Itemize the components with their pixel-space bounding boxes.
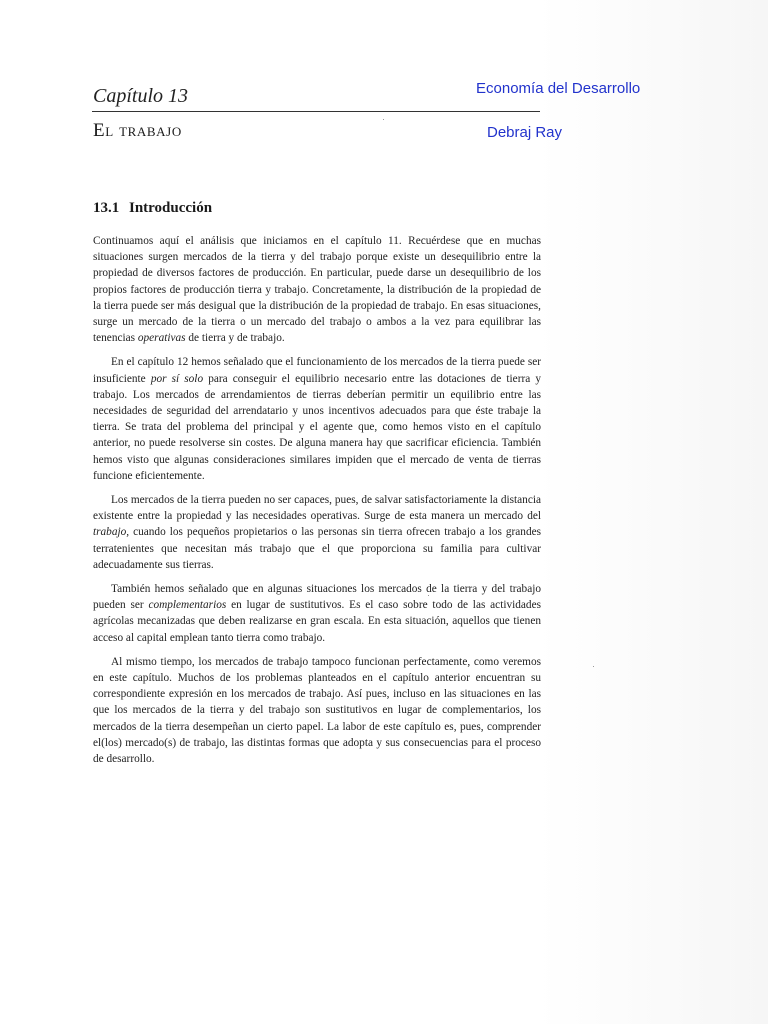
section-title: Introducción — [129, 200, 213, 216]
paragraph-emphasis: operativas — [137, 332, 186, 345]
paragraph-text: Los mercados de la tierra pueden no ser capaces, pues, de salvar satisfactoriamente la distancia existente entre la propiedad y las necesidades operativas. Surge de esta manera un mercado del — [93, 494, 541, 523]
section-heading — [93, 198, 212, 218]
chapter-title: El trabajo — [93, 120, 182, 141]
paragraph-emphasis: por sí solo — [150, 372, 204, 385]
paragraph-text: Al mismo tiempo, los mercados de trabajo tampoco funcionan perfectamente, como veremos en este capítulo. Muchos de los problemas planteados en el capítulo anterior encuentran su correspondiente expresión en los mercados de trabajo. Así pues, incluso en las situaciones en las que los mercados de la tierra y del trabajo son sustitutivos en lugar de complementarios, los mercados de la tierra desempeñan un cierto papel. La labor de este capítulo es, pues, comprender el(los) mercado(s) de trabajo, las distintas formas que adopta y sus consecuencias para el proceso de desarrollo. — [93, 655, 541, 766]
scan-speck — [593, 666, 594, 667]
paragraph-text: de tierra y de trabajo. — [185, 332, 285, 345]
scan-speck — [428, 595, 429, 596]
paragraph-2 — [93, 354, 541, 484]
author-overlay: Debraj Ray — [487, 124, 563, 141]
body-text — [93, 233, 541, 775]
chapter-rule — [92, 111, 540, 112]
paragraph-text: Continuamos aquí el análisis que iniciamos en el capítulo 11. Recuérdese que en muchas situaciones surgen mercados de la tierra y del trabajo porque existe un desequilibrio entre la propiedad de diversos factores de producción. En particular, puede darse un desequilibrio de los propios factores de producción tierra y trabajo. Concretamente, la distribución de la propiedad de la tierra puede ser más desigual que la distribución de la propiedad de trabajo. En esas situaciones, surge un mercado de la tierra o un mercado del trabajo o ambos a la vez para equilibrar las tenencias — [93, 235, 541, 345]
book-title-overlay: Economía del Desarrollo — [476, 80, 641, 97]
paragraph-text: En el capítulo 12 hemos señalado que el funcionamiento de los mercados de la tierra puede ser insuficiente — [93, 356, 541, 385]
scan-speck — [383, 119, 384, 120]
section-number: 13.1 — [93, 200, 120, 216]
paragraph-1 — [93, 233, 541, 346]
paragraph-5 — [93, 654, 541, 767]
paragraph-4 — [93, 581, 541, 646]
chapter-label: Capítulo 13 — [93, 85, 189, 107]
paragraph-text: para conseguir el equilibrio necesario entre las dotaciones de tierra y trabajo. Los mercados de arrendamientos de tierras deberían permitir un equilibrio entre las necesidades de seguridad del arrendatario y unos incentivos adecuados para que éste trabaje la tierra. Se trata del problema del principal y el agente que, como hemos visto en el capítulo anterior, no puede resolverse sin costes. De alguna manera hay que sacrificar eficiencia. También hemos visto que algunas consideraciones similares impiden que el mercado de venta de tierras funcione eficientemente. — [93, 372, 541, 482]
paragraph-text: en lugar de sustitutivos. Es el caso sobre todo de las actividades agrícolas mecanizadas que deben realizarse en gran escala. En esta situación, aquellos que tienen acceso al capital emplean tanto tierra como trabajo. — [93, 599, 541, 644]
paragraph-emphasis: trabajo, — [93, 526, 130, 539]
paragraph-text: También hemos señalado que en algunas situaciones los mercados de la tierra y del trabajo pueden ser — [93, 583, 541, 612]
paragraph-emphasis: complementarios — [148, 599, 227, 612]
paragraph-text: cuando los pequeños propietarios o las personas sin tierra ofrecen trabajo a los grandes terratenientes que necesitan más trabajo que el que proporciona su familia para cultivar adecuadamente sus tierras. — [93, 526, 541, 571]
paragraph-3 — [93, 492, 541, 573]
